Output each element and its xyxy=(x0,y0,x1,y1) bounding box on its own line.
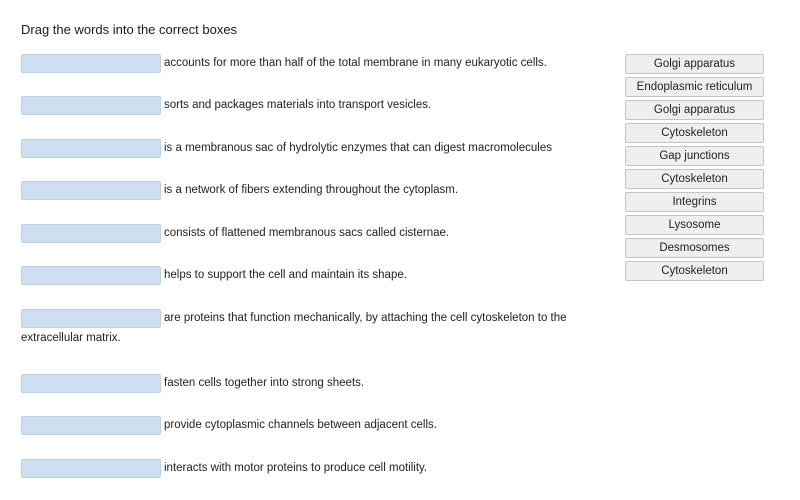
drop-box-5[interactable] xyxy=(21,224,161,243)
word-tile-4[interactable]: Cytoskeleton xyxy=(625,123,764,143)
word-tile-6[interactable]: Cytoskeleton xyxy=(625,169,764,189)
question-text-5: consists of flattened membranous sacs called cisternae. xyxy=(164,227,450,239)
drop-box-10[interactable] xyxy=(21,459,161,478)
word-tile-7[interactable]: Integrins xyxy=(625,192,764,212)
question-text-7-continued: extracellular matrix. xyxy=(21,332,121,344)
drop-box-7[interactable] xyxy=(21,309,161,328)
word-tile-1[interactable]: Golgi apparatus xyxy=(625,54,764,74)
instruction-heading: Drag the words into the correct boxes xyxy=(21,22,238,37)
drop-box-8[interactable] xyxy=(21,374,161,393)
question-text-1: accounts for more than half of the total membrane in many eukaryotic cells. xyxy=(164,57,547,69)
question-text-10: interacts with motor proteins to produce cell motility. xyxy=(164,462,428,474)
word-tile-3[interactable]: Golgi apparatus xyxy=(625,100,764,120)
word-tile-9[interactable]: Desmosomes xyxy=(625,238,764,258)
question-text-2: sorts and packages materials into transport vesicles. xyxy=(164,99,432,111)
word-tile-2[interactable]: Endoplasmic reticulum xyxy=(625,77,764,97)
question-text-4: is a network of fibers extending throughout the cytoplasm. xyxy=(164,184,459,196)
question-text-8: fasten cells together into strong sheets. xyxy=(164,377,365,389)
drop-box-2[interactable] xyxy=(21,96,161,115)
question-text-6: helps to support the cell and maintain its shape. xyxy=(164,269,407,281)
drop-box-3[interactable] xyxy=(21,139,161,158)
question-text-3: is a membranous sac of hydrolytic enzymes that can digest macromolecules xyxy=(164,142,552,154)
drop-box-1[interactable] xyxy=(21,54,161,73)
drop-box-4[interactable] xyxy=(21,181,161,200)
word-tile-10[interactable]: Cytoskeleton xyxy=(625,261,764,281)
question-text-9: provide cytoplasmic channels between adjacent cells. xyxy=(164,419,437,431)
drop-box-9[interactable] xyxy=(21,416,161,435)
word-tile-8[interactable]: Lysosome xyxy=(625,215,764,235)
question-text-7: are proteins that function mechanically, by attaching the cell cytoskeleton to the xyxy=(164,312,567,324)
word-tile-5[interactable]: Gap junctions xyxy=(625,146,764,166)
drop-box-6[interactable] xyxy=(21,266,161,285)
